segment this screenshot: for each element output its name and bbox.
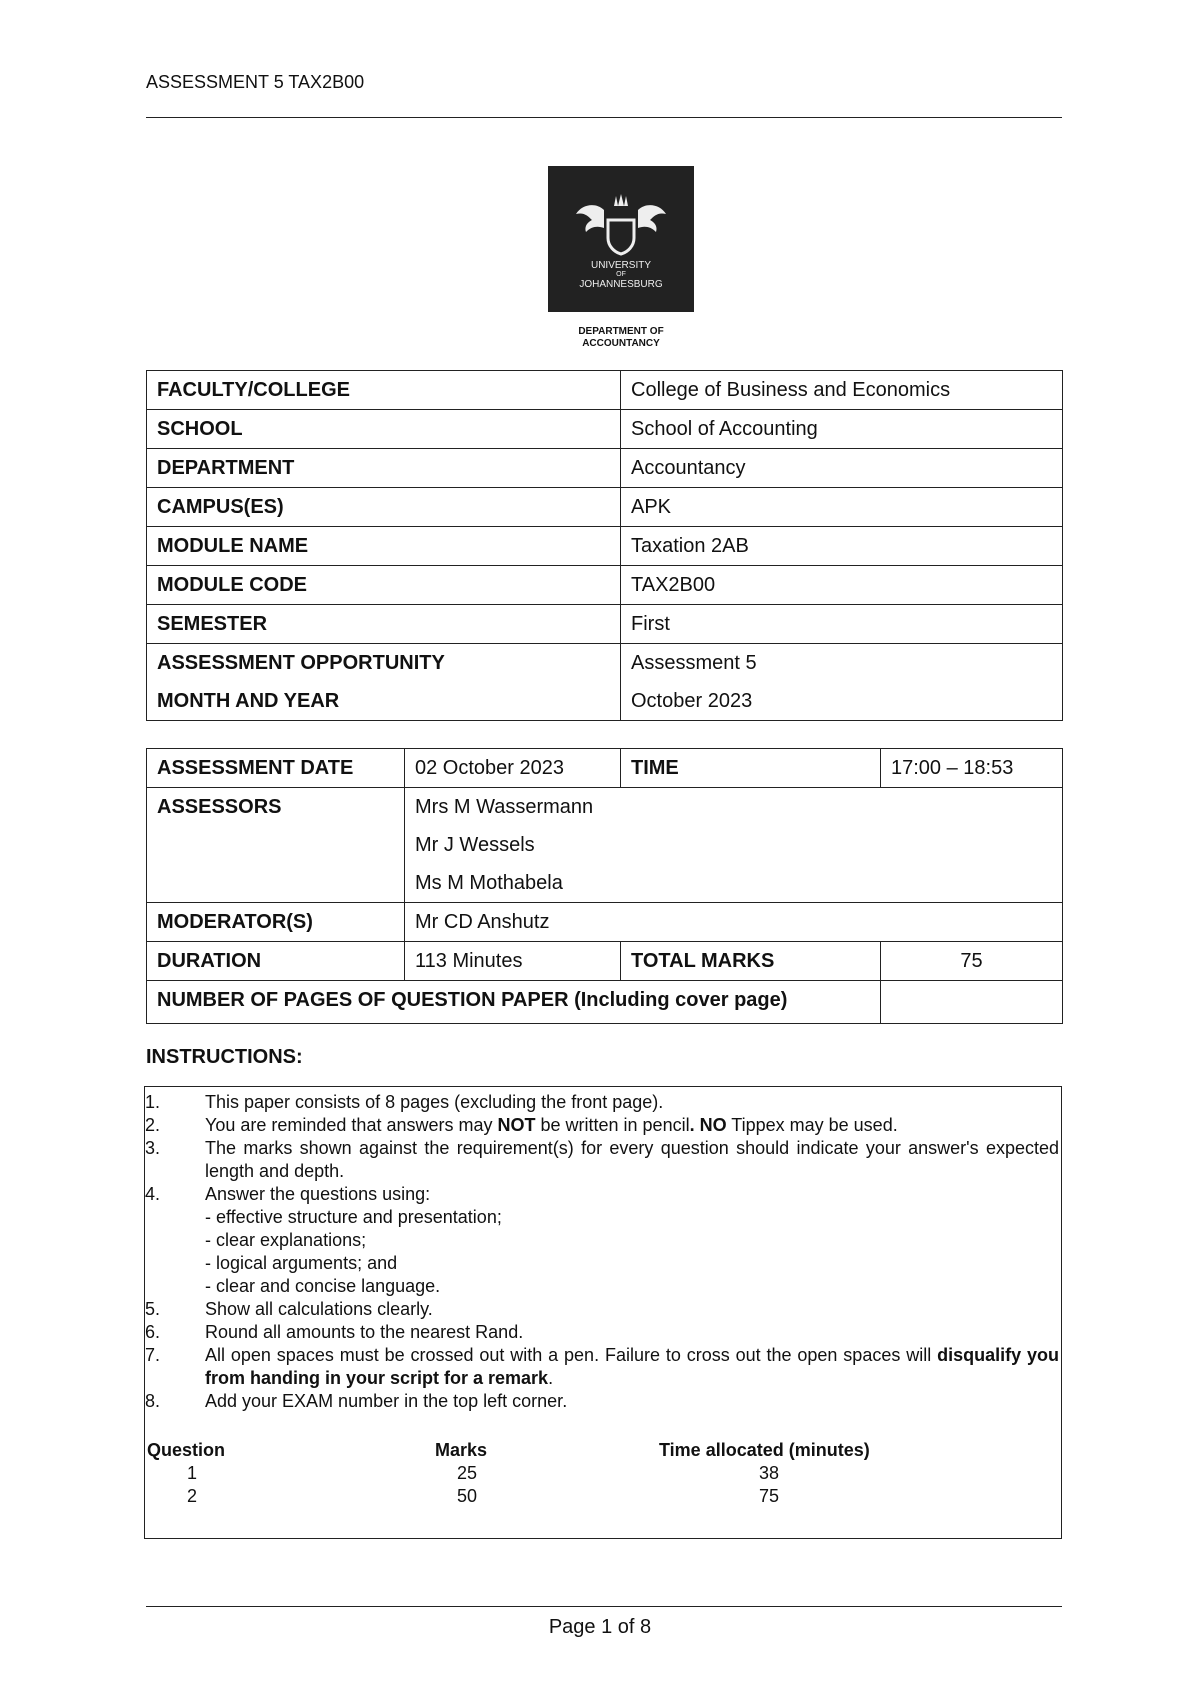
table-row: [147, 410, 1063, 449]
question-header: Question: [147, 1440, 226, 1460]
logo-of-line: OF: [616, 271, 626, 278]
item-text: [205, 1344, 1059, 1390]
assessors-label: ASSESSORS: [147, 788, 405, 903]
text-part: .: [548, 1368, 554, 1388]
opportunity-values: [621, 644, 1063, 721]
faculty-label: FACULTY/COLLEGE: [147, 371, 621, 410]
question-time: 75: [759, 1486, 780, 1506]
question-marks: 25: [457, 1463, 478, 1483]
item-number: 6.: [145, 1322, 161, 1342]
month-year-label: MONTH AND YEAR: [157, 690, 340, 712]
item-text: Round all amounts to the nearest Rand.: [205, 1322, 524, 1342]
duration-label: DURATION: [147, 942, 405, 981]
text-emphasis: NOT: [497, 1115, 536, 1135]
page-header: ASSESSMENT 5 TAX2B00: [146, 72, 365, 92]
list-item: [145, 1344, 1059, 1390]
logo-university-line: UNIVERSITY: [590, 260, 651, 271]
list-item: [145, 1091, 1059, 1114]
list-item: [145, 1390, 1059, 1413]
total-marks-label: TOTAL MARKS: [621, 942, 881, 981]
opportunity-label: ASSESSMENT OPPORTUNITY: [157, 652, 445, 674]
item-number: 8.: [145, 1391, 161, 1411]
crest-icon: [548, 166, 694, 312]
table-row: [147, 449, 1063, 488]
marks-header: Marks: [435, 1440, 488, 1460]
item-text: Add your EXAM number in the top left corner.: [205, 1391, 568, 1411]
campus-value: APK: [621, 488, 1063, 527]
question-number: 2: [187, 1486, 198, 1506]
opportunity-value: Assessment 5: [631, 652, 757, 674]
text-emphasis: disqualify you from handing in your script for a remark: [205, 1345, 1059, 1388]
moderator-label: MODERATOR(S): [147, 903, 405, 942]
assessment-details-table: [146, 748, 1063, 1024]
table-row: [147, 644, 1063, 721]
semester-label: SEMESTER: [147, 605, 621, 644]
list-item: [145, 1298, 1059, 1321]
campus-label: CAMPUS(ES): [147, 488, 621, 527]
item-text: [205, 1114, 1059, 1137]
item-number: 7.: [145, 1345, 161, 1365]
module-name-label: MODULE NAME: [147, 527, 621, 566]
header-rule: [146, 117, 1062, 118]
faculty-value: College of Business and Economics: [621, 371, 1063, 410]
page-count-value: [881, 981, 1063, 1024]
sub-item: - logical arguments; and: [205, 1253, 398, 1273]
item-number: 3.: [145, 1138, 161, 1158]
moderator-value: Mr CD Anshutz: [405, 903, 1063, 942]
list-item: [145, 1183, 1059, 1206]
assessment-date-label: ASSESSMENT DATE: [147, 749, 405, 788]
logo-johannesburg-line: JOHANNESBURG: [579, 279, 663, 290]
list-item: [145, 1114, 1059, 1137]
time-value: 17:00 – 18:53: [881, 749, 1063, 788]
logo-emblem: [548, 166, 694, 312]
assessors-list: [405, 788, 1063, 903]
department-label: DEPARTMENT: [147, 449, 621, 488]
sub-item: - effective structure and presentation;: [205, 1207, 502, 1227]
semester-value: First: [621, 605, 1063, 644]
assessor-name: Mr J Wessels: [415, 834, 535, 856]
page-count-label: NUMBER OF PAGES OF QUESTION PAPER (Including cover page): [147, 981, 881, 1024]
time-allocated-header: Time allocated (minutes): [659, 1440, 870, 1460]
list-item: [145, 1321, 1059, 1344]
department-value: Accountancy: [621, 449, 1063, 488]
instructions-list: [145, 1091, 1059, 1413]
module-code-value: TAX2B00: [621, 566, 1063, 605]
text-part: You are reminded that answers may: [205, 1115, 498, 1135]
logo-department-line-1: DEPARTMENT OF: [578, 326, 664, 337]
table-row: [147, 527, 1063, 566]
table-row: [147, 749, 1063, 788]
opportunity-labels: [147, 644, 621, 721]
instructions-title: INSTRUCTIONS:: [146, 1046, 303, 1068]
item-text: This paper consists of 8 pages (excluding the front page).: [205, 1092, 664, 1112]
item-number: 4.: [145, 1184, 161, 1204]
module-info-table: [146, 370, 1063, 721]
module-code-label: MODULE CODE: [147, 566, 621, 605]
total-marks-value: 75: [881, 942, 1063, 981]
list-item: [145, 1137, 1059, 1183]
item-text: The marks shown against the requirement(s) for every question should indicate your answer's expected length and depth.: [205, 1138, 1059, 1181]
table-row: [147, 942, 1063, 981]
table-row: [147, 605, 1063, 644]
text-part: Tippex may be used.: [726, 1115, 898, 1135]
text-part: be written in pencil: [535, 1115, 690, 1135]
instructions-box: [144, 1086, 1062, 1539]
table-row: [147, 488, 1063, 527]
table-row: [147, 788, 1063, 903]
table-row: [147, 903, 1063, 942]
page-number: Page 1 of 8: [548, 1616, 652, 1638]
month-year-value: October 2023: [631, 690, 753, 712]
school-label: SCHOOL: [147, 410, 621, 449]
university-logo: [530, 148, 712, 356]
logo-department-line-2: ACCOUNTANCY: [582, 338, 660, 349]
table-row: [147, 981, 1063, 1024]
assessor-name: Ms M Mothabela: [415, 872, 563, 894]
table-row: [147, 371, 1063, 410]
duration-value: 113 Minutes: [405, 942, 621, 981]
text-part: All open spaces must be crossed out with a pen. Failure to cross out the open spaces will: [205, 1345, 938, 1365]
sub-item: - clear and concise language.: [205, 1276, 441, 1296]
footer-rule: [146, 1606, 1062, 1607]
assessment-date-value: 02 October 2023: [405, 749, 621, 788]
module-name-value: Taxation 2AB: [621, 527, 1063, 566]
sub-item: - clear explanations;: [205, 1230, 367, 1250]
question-number: 1: [187, 1463, 198, 1483]
question-time: 38: [759, 1463, 780, 1483]
assessor-name: Mrs M Wassermann: [415, 796, 594, 818]
school-value: School of Accounting: [621, 410, 1063, 449]
table-row: [147, 566, 1063, 605]
item-text: Answer the questions using:: [205, 1184, 431, 1204]
item-number: 5.: [145, 1299, 161, 1319]
text-emphasis: . NO: [689, 1115, 727, 1135]
item-text: Show all calculations clearly.: [205, 1299, 433, 1319]
time-label: TIME: [621, 749, 881, 788]
item-number: 2.: [145, 1115, 161, 1135]
question-marks: 50: [457, 1486, 478, 1506]
item-number: 1.: [145, 1092, 161, 1112]
